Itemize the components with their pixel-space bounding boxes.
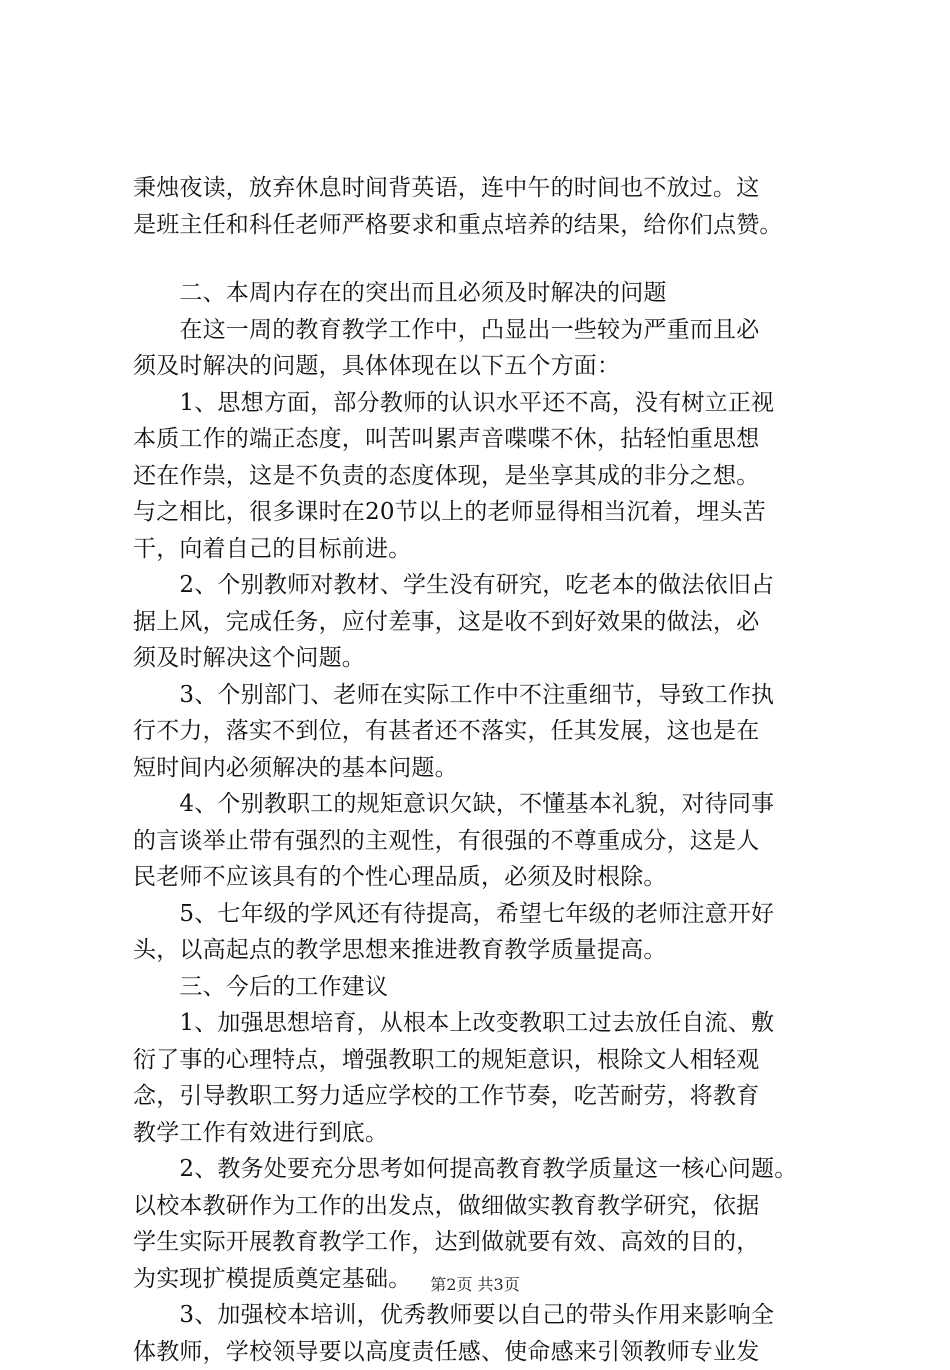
text-line: 民老师不应该具有的个性心理品质，必须及时根除。: [133, 859, 845, 896]
text-line: 念，引导教职工努力适应学校的工作节奏，吃苦耐劳，将教育: [133, 1078, 845, 1115]
text-line: 1、思想方面，部分教师的认识水平还不高，没有树立正视: [133, 385, 845, 422]
text-line: 3、个别部门、老师在实际工作中不注重细节，导致工作执: [133, 677, 845, 714]
text-line: 秉烛夜读，放弃休息时间背英语，连中午的时间也不放过。这: [133, 170, 845, 207]
text-line: 行不力，落实不到位，有甚者还不落实，任其发展，这也是在: [133, 713, 845, 750]
text-line: 的言谈举止带有强烈的主观性，有很强的不尊重成分，这是人: [133, 823, 845, 860]
text-line: 须及时解决的问题，具体体现在以下五个方面：: [133, 348, 845, 385]
text-line: 与之相比，很多课时在20节以上的老师显得相当沉着，埋头苦: [133, 494, 845, 531]
text-line: 须及时解决这个问题。: [133, 640, 845, 677]
section-heading: 三、今后的工作建议: [133, 969, 845, 1006]
text-line: 据上风，完成任务，应付差事，这是收不到好效果的做法，必: [133, 604, 845, 641]
text-line: 1、加强思想培育，从根本上改变教职工过去放任自流、敷: [133, 1005, 845, 1042]
text-line: 以校本教研作为工作的出发点，做细做实教育教学研究，依据: [133, 1188, 845, 1225]
page-footer: 第2页 共3页: [0, 1272, 950, 1295]
text-line: 短时间内必须解决的基本问题。: [133, 750, 845, 787]
section-heading: 二、本周内存在的突出而且必须及时解决的问题: [133, 275, 845, 312]
text-line: 2、个别教师对教材、学生没有研究，吃老本的做法依旧占: [133, 567, 845, 604]
text-line: 干，向着自己的目标前进。: [133, 531, 845, 568]
text-line: 学生实际开展教育教学工作，达到做就要有效、高效的目的，: [133, 1224, 845, 1261]
text-line: 为实现扩模提质奠定基础。: [133, 1261, 845, 1298]
text-line: 3、加强校本培训，优秀教师要以自己的带头作用来影响全: [133, 1297, 845, 1334]
text-line: 头，以高起点的教学思想来推进教育教学质量提高。: [133, 932, 845, 969]
text-line: 2、教务处要充分思考如何提高教育教学质量这一核心问题。: [133, 1151, 845, 1188]
text-line: 4、个别教职工的规矩意识欠缺，不懂基本礼貌，对待同事: [133, 786, 845, 823]
document-body: [133, 170, 845, 1370]
text-line: 衍了事的心理特点，增强教职工的规矩意识，根除文人相轻观: [133, 1042, 845, 1079]
text-line: 体教师，学校领导要以高度责任感、使命感来引领教师专业发: [133, 1334, 845, 1370]
text-line: 本质工作的端正态度，叫苦叫累声音喋喋不休，拈轻怕重思想: [133, 421, 845, 458]
text-line: 5、七年级的学风还有待提高，希望七年级的老师注意开好: [133, 896, 845, 933]
text-line: 教学工作有效进行到底。: [133, 1115, 845, 1152]
text-line: 是班主任和科任老师严格要求和重点培养的结果，给你们点赞。: [133, 207, 845, 244]
text-line: 还在作祟，这是不负责的态度体现，是坐享其成的非分之想。: [133, 458, 845, 495]
text-line: 在这一周的教育教学工作中，凸显出一些较为严重而且必: [133, 312, 845, 349]
